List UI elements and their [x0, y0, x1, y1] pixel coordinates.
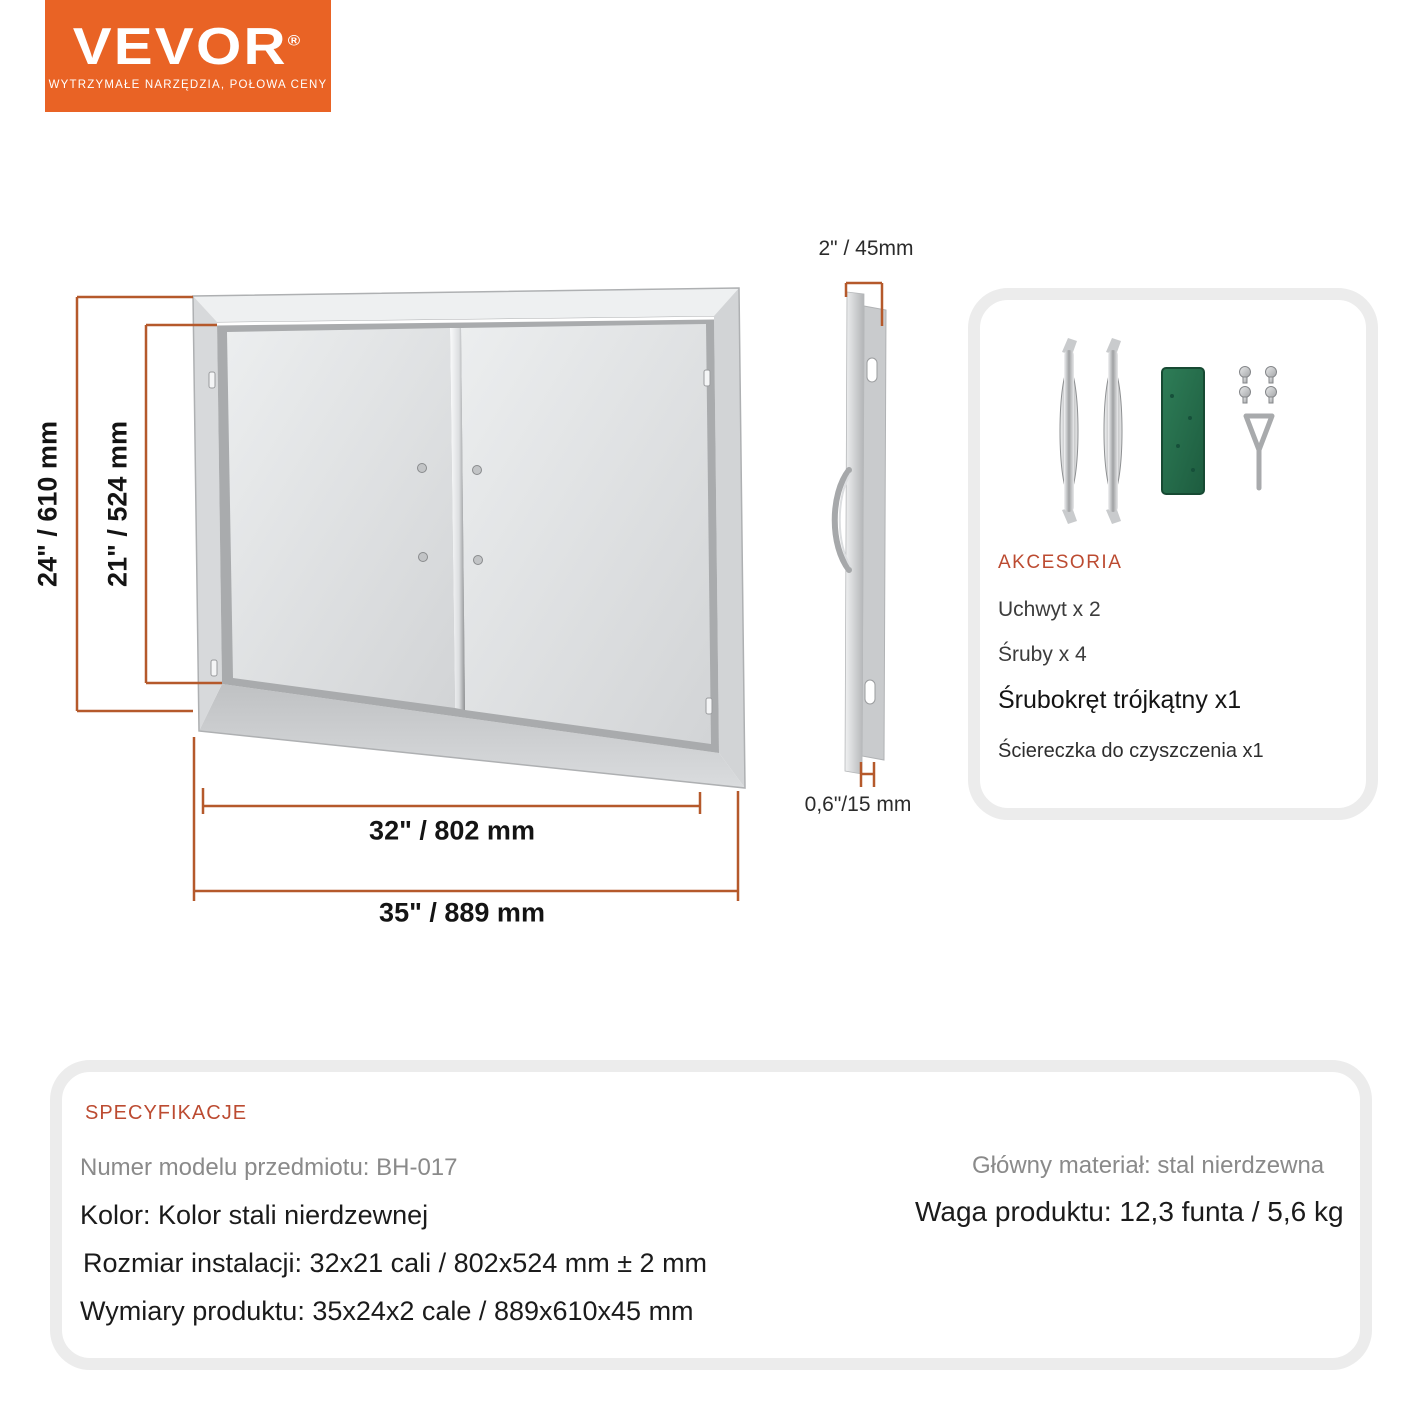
- specifications-card: [50, 1060, 1372, 1370]
- product-dimensions-text: Wymiary produktu: 35x24x2 cale / 889x610x45 mm: [80, 1296, 694, 1326]
- model-number-text: Numer modelu przedmiotu: BH-017: [80, 1154, 458, 1181]
- flange-depth-dim-label: 0,6"/15 mm: [804, 793, 912, 816]
- inner-width-dim-label: 32" / 802 mm: [369, 815, 535, 846]
- brand-name: VEVOR®: [73, 18, 303, 76]
- accessory-item-screwdriver: Śrubokręt trójkątny x1: [998, 686, 1242, 714]
- outer-width-dim-label: 35" / 889 mm: [379, 897, 545, 928]
- accessory-item-screws: Śruby x 4: [998, 643, 1087, 666]
- scouring-pad-icon: [1160, 366, 1206, 496]
- right-door-leaf: [461, 324, 711, 744]
- accessories-title: AKCESORIA: [998, 552, 1123, 573]
- accessory-item-handles: Uchwyt x 2: [998, 598, 1101, 621]
- door-side-view-drawing: [835, 292, 886, 774]
- main-material-text: Główny materiał: stal nierdzewna: [972, 1152, 1325, 1179]
- specifications-title: SPECYFIKACJE: [85, 1102, 248, 1124]
- registered-mark: ®: [288, 32, 303, 50]
- screws-icon: [1233, 364, 1285, 404]
- inner-height-dim-label: 21" / 524 mm: [102, 421, 133, 587]
- brand-tagline: WYTRZYMAŁE NARZĘDZIA, POŁOWA CENY: [48, 79, 328, 91]
- door-handle-icon: [1056, 336, 1082, 526]
- outer-height-dim-label: 24" / 610 mm: [32, 421, 63, 587]
- color-text: Kolor: Kolor stali nierdzewnej: [80, 1200, 429, 1230]
- door-front-view-drawing: [193, 288, 745, 788]
- product-weight-text: Waga produktu: 12,3 funta / 5,6 kg: [915, 1196, 1344, 1227]
- door-handle-icon: [1100, 336, 1126, 526]
- depth-dim-label: 2" / 45mm: [818, 237, 914, 260]
- accessories-card: [968, 288, 1378, 820]
- triangle-key-icon: [1239, 408, 1279, 494]
- accessory-item-cloth: Ściereczka do czyszczenia x1: [998, 740, 1264, 762]
- left-door-leaf: [227, 328, 455, 708]
- installation-size-text: Rozmiar instalacji: 32x21 cali / 802x524 mm ± 2 mm: [83, 1248, 708, 1278]
